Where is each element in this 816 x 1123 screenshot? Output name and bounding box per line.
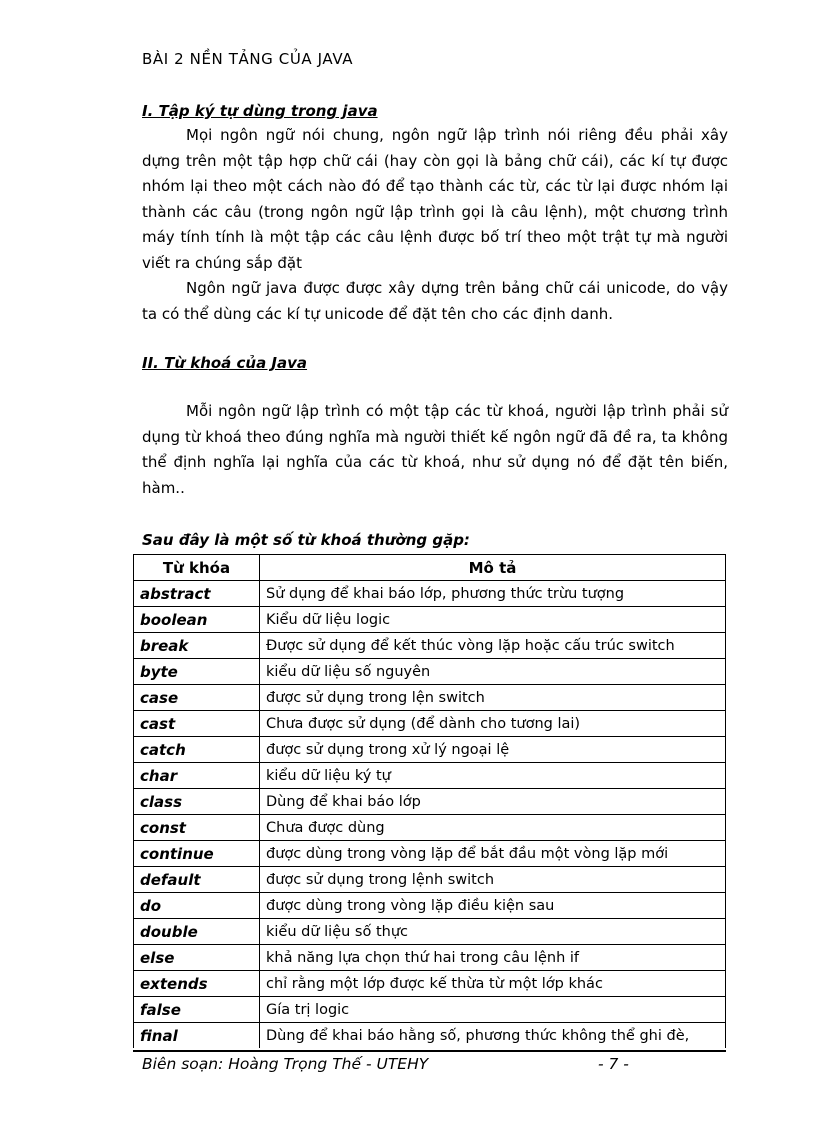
footer-author: Biên soạn: Hoàng Trọng Thế - UTEHY	[142, 1055, 429, 1073]
description-cell: kiểu dữ liệu ký tự	[260, 763, 726, 789]
section-body-charset	[142, 123, 728, 327]
paragraph: Mỗi ngôn ngữ lập trình có một tập các từ khoá, người lập trình phải sử dụng từ khoá theo đúng nghĩa mà người thiết kế ngôn ngữ đã đề ra, ta không thể định nghĩa lại nghĩa của các từ khoá, như sử dụng nó để đặt tên biến, hàm..	[142, 402, 728, 497]
keyword-cell: else	[134, 945, 260, 971]
table-header-row	[134, 555, 726, 581]
column-header-keyword: Từ khóa	[134, 555, 260, 581]
table-row	[134, 711, 726, 737]
table-row	[134, 1023, 726, 1049]
table-row	[134, 893, 726, 919]
keyword-cell: final	[134, 1023, 260, 1049]
description-cell: kiểu dữ liệu số nguyên	[260, 659, 726, 685]
keyword-cell: extends	[134, 971, 260, 997]
table-row	[134, 971, 726, 997]
keyword-cell: cast	[134, 711, 260, 737]
table-row	[134, 997, 726, 1023]
description-cell: kiểu dữ liệu số thực	[260, 919, 726, 945]
table-row	[134, 867, 726, 893]
paragraph: Ngôn ngữ java được được xây dựng trên bảng chữ cái unicode, do vậy ta có thể dùng các kí tự unicode để đặt tên cho các định danh.	[142, 279, 728, 323]
keyword-cell: char	[134, 763, 260, 789]
table-caption: Sau đây là một số từ khoá thường gặp:	[142, 531, 470, 549]
keyword-cell: continue	[134, 841, 260, 867]
description-cell: khả năng lựa chọn thứ hai trong câu lệnh if	[260, 945, 726, 971]
table-row	[134, 607, 726, 633]
keyword-cell: class	[134, 789, 260, 815]
keyword-cell: const	[134, 815, 260, 841]
table-row	[134, 685, 726, 711]
keyword-cell: double	[134, 919, 260, 945]
table-row	[134, 815, 726, 841]
table-row	[134, 633, 726, 659]
description-cell: Chưa được dùng	[260, 815, 726, 841]
keyword-cell: byte	[134, 659, 260, 685]
keyword-cell: abstract	[134, 581, 260, 607]
table-row	[134, 841, 726, 867]
description-cell: được sử dụng trong lệnh switch	[260, 867, 726, 893]
table-row	[134, 919, 726, 945]
paragraph: Mọi ngôn ngữ nói chung, ngôn ngữ lập trình nói riêng đều phải xây dựng trên một tập hợp chữ cái (hay còn gọi là bảng chữ cái), các kí tự được nhóm lại theo một cách nào đó để tạo thành các từ, các từ lại được nhóm lại thành các câu (trong ngôn ngữ lập trình gọi là câu lệnh), một chương trình máy tính tính là một tập các câu lệnh được bố trí theo một trật tự mà người viết ra chúng sắp đặt	[142, 126, 728, 272]
keywords-table	[133, 554, 726, 1048]
description-cell: Gía trị logic	[260, 997, 726, 1023]
description-cell: Dùng để khai báo hằng số, phương thức không thể ghi đè,	[260, 1023, 726, 1049]
table-row	[134, 763, 726, 789]
description-cell: Chưa được sử dụng (để dành cho tương lai)	[260, 711, 726, 737]
table-row	[134, 945, 726, 971]
description-cell: được dùng trong vòng lặp để bắt đầu một vòng lặp mới	[260, 841, 726, 867]
section-body-keywords	[142, 399, 728, 501]
keyword-cell: boolean	[134, 607, 260, 633]
table-row	[134, 659, 726, 685]
description-cell: Kiểu dữ liệu logic	[260, 607, 726, 633]
description-cell: Được sử dụng để kết thúc vòng lặp hoặc cấu trúc switch	[260, 633, 726, 659]
keyword-cell: false	[134, 997, 260, 1023]
footer-divider	[133, 1050, 726, 1052]
section-heading-charset: I. Tập ký tự dùng trong java	[142, 102, 378, 120]
description-cell: Sử dụng để khai báo lớp, phương thức trừu tượng	[260, 581, 726, 607]
description-cell: Dùng để khai báo lớp	[260, 789, 726, 815]
keyword-cell: catch	[134, 737, 260, 763]
keyword-cell: break	[134, 633, 260, 659]
keyword-cell: default	[134, 867, 260, 893]
keyword-cell: case	[134, 685, 260, 711]
keyword-cell: do	[134, 893, 260, 919]
table-row	[134, 737, 726, 763]
table-row	[134, 581, 726, 607]
description-cell: được dùng trong vòng lặp điều kiện sau	[260, 893, 726, 919]
description-cell: chỉ rằng một lớp được kế thừa từ một lớp khác	[260, 971, 726, 997]
column-header-description: Mô tả	[260, 555, 726, 581]
page-number: - 7 -	[598, 1055, 629, 1073]
page-header: BÀI 2 NỀN TẢNG CỦA JAVA	[142, 50, 354, 68]
section-heading-keywords: II. Từ khoá của Java	[142, 354, 308, 372]
description-cell: được sử dụng trong lện switch	[260, 685, 726, 711]
table-row	[134, 789, 726, 815]
keywords-table-body	[134, 581, 726, 1049]
description-cell: được sử dụng trong xử lý ngoại lệ	[260, 737, 726, 763]
